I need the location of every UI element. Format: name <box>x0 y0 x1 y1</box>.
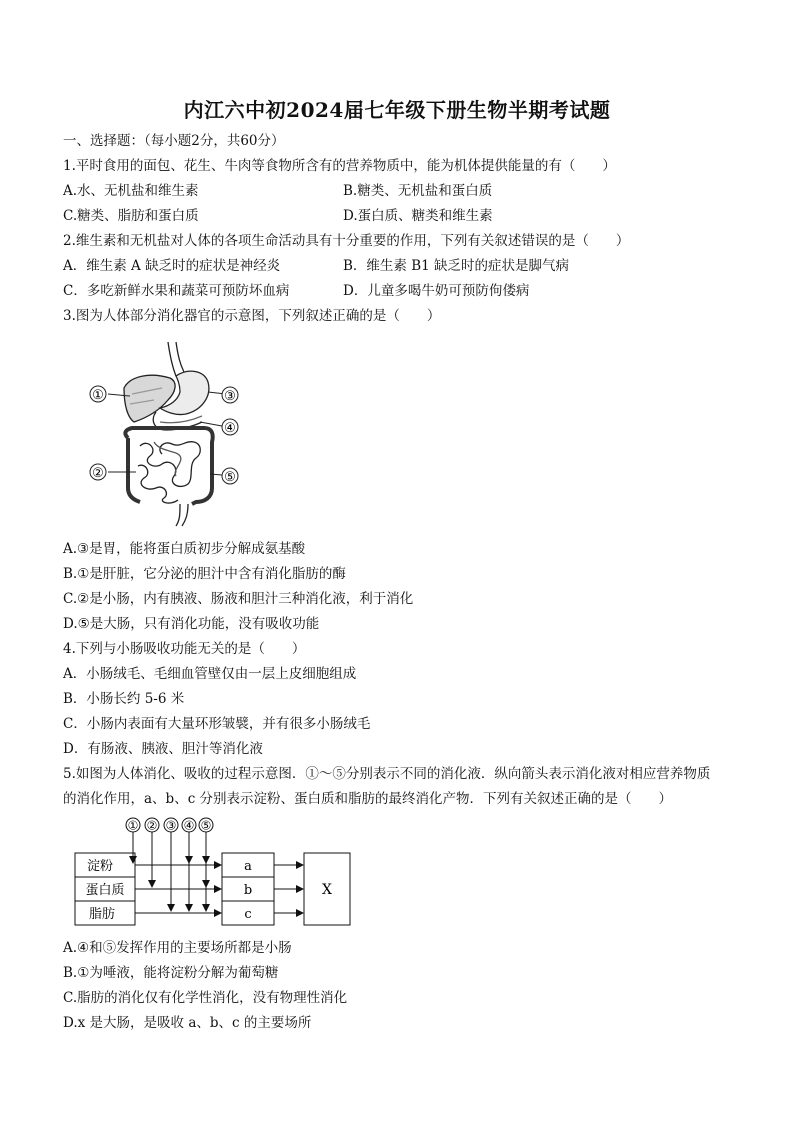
figure-label-5 <box>222 468 238 485</box>
nutrient-label-fat: 脂肪 <box>88 907 116 922</box>
figure-label-3 <box>222 387 238 404</box>
question-4-stem: 4.下列与小肠吸收功能无关的是（ ） <box>63 641 306 657</box>
question-3-option-b[interactable]: B.①是肝脏，它分泌的胆汁中含有消化脂肪的酶 <box>63 566 346 582</box>
question-1-stem: 1.平时食用的面包、花生、牛肉等食物所含有的营养物质中，能为机体提供能量的有（ ） <box>63 158 616 174</box>
question-3-option-a[interactable]: A.③是胃，能将蛋白质初步分解成氨基酸 <box>63 541 306 557</box>
question-1-option-d[interactable]: D.蛋白质、糖类和维生素 <box>343 208 493 224</box>
question-5-stem-line-2: 的消化作用，a、b、c 分别表示淀粉、蛋白质和脂肪的最终消化产物．下列有关叙述正确的是（ ） <box>63 791 673 807</box>
juice-label-4 <box>182 818 196 833</box>
question-2-option-a[interactable]: A．维生素 A 缺乏时的症状是神经炎 <box>63 258 281 274</box>
liver-shape <box>124 375 175 422</box>
question-4-option-b[interactable]: B．小肠长约 5-6 米 <box>63 691 185 707</box>
question-2-option-d[interactable]: D．儿童多喝牛奶可预防佝偻病 <box>343 283 530 299</box>
target-label-x: X <box>322 882 332 898</box>
svg-text:⑤: ⑤ <box>200 818 212 833</box>
question-5-option-a[interactable]: A.④和⑤发挥作用的主要场所都是小肠 <box>63 940 292 956</box>
svg-text:①: ① <box>92 388 104 403</box>
digestion-process-diagram <box>70 816 370 930</box>
svg-text:④: ④ <box>224 421 236 436</box>
nutrient-label-protein: 蛋白质 <box>85 883 125 898</box>
svg-text:①: ① <box>127 818 139 833</box>
question-5-option-b[interactable]: B.①为唾液，能将淀粉分解为葡萄糖 <box>63 965 279 981</box>
figure-label-2 <box>90 464 106 481</box>
question-1-option-c[interactable]: C.糖类、脂肪和蛋白质 <box>63 208 199 224</box>
question-2-option-b[interactable]: B．维生素 B1 缺乏时的症状是脚气病 <box>343 258 570 274</box>
figure-label-1 <box>90 386 106 403</box>
svg-text:⑤: ⑤ <box>224 470 236 485</box>
svg-text:④: ④ <box>183 818 195 833</box>
svg-text:②: ② <box>92 466 104 481</box>
juice-label-1 <box>126 818 140 833</box>
digestive-system-figure <box>84 338 244 530</box>
product-label-c: c <box>244 907 252 922</box>
question-2-stem: 2.维生素和无机盐对人体的各项生命活动具有十分重要的作用，下列有关叙述错误的是（ ） <box>63 233 630 249</box>
juice-label-2 <box>145 818 159 833</box>
svg-text:③: ③ <box>224 389 236 404</box>
juice-label-5 <box>199 818 213 833</box>
question-3-stem: 3.图为人体部分消化器官的示意图，下列叙述正确的是（ ） <box>63 308 441 324</box>
question-1-option-b[interactable]: B.糖类、无机盐和蛋白质 <box>343 183 493 199</box>
question-4-option-a[interactable]: A．小肠绒毛、毛细血管壁仅由一层上皮细胞组成 <box>63 666 357 682</box>
juice-label-3 <box>164 818 178 833</box>
product-label-a: a <box>244 859 252 874</box>
question-2-option-c[interactable]: C．多吃新鲜水果和蔬菜可预防坏血病 <box>63 283 290 299</box>
question-4-option-d[interactable]: D．有肠液、胰液、胆汁等消化液 <box>63 741 263 757</box>
product-label-b: b <box>243 883 253 898</box>
svg-text:②: ② <box>146 818 158 833</box>
question-4-option-c[interactable]: C．小肠内表面有大量环形皱襞，并有很多小肠绒毛 <box>63 716 371 732</box>
question-3-option-c[interactable]: C.②是小肠，内有胰液、肠液和胆汁三种消化液，利于消化 <box>63 591 414 607</box>
question-1-option-a[interactable]: A.水、无机盐和维生素 <box>63 183 199 199</box>
exam-title: 内江六中初2024届七年级下册生物半期考试题 <box>183 98 611 122</box>
question-5-stem-line-1: 5.如图为人体消化、吸收的过程示意图．①～⑤分别表示不同的消化液．纵向箭头表示消化液对相应营养物质 <box>63 766 711 782</box>
question-5-option-c[interactable]: C.脂肪的消化仅有化学性消化，没有物理性消化 <box>63 990 348 1006</box>
nutrient-label-starch: 淀粉 <box>86 859 114 874</box>
section-heading: 一、选择题：（每小题2分，共60分） <box>63 133 285 149</box>
question-3-option-d[interactable]: D.⑤是大肠，只有消化功能，没有吸收功能 <box>63 616 320 632</box>
figure-label-4 <box>222 419 238 436</box>
svg-text:③: ③ <box>165 818 177 833</box>
question-5-option-d[interactable]: D.x 是大肠，是吸收 a、b、c 的主要场所 <box>63 1015 312 1031</box>
